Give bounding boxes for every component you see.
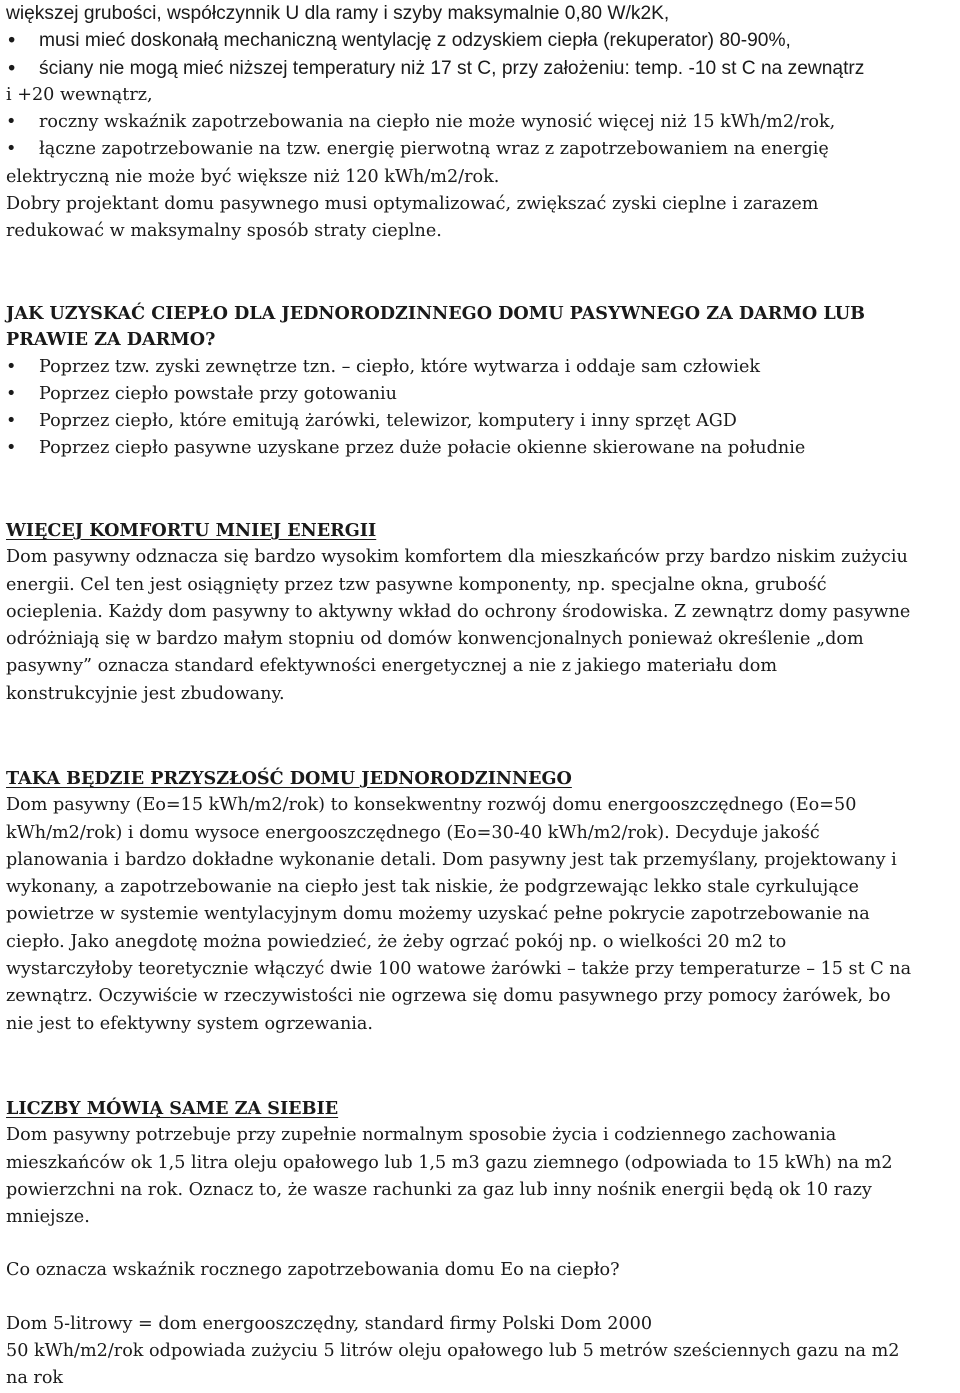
- paragraph-line: redukować w maksymalny sposób straty cieplne.: [6, 221, 442, 242]
- list-item: • roczny wskaźnik zapotrzebowania na ciepło nie może wynosić więcej niż 15 kWh/m2/rok,: [6, 109, 864, 136]
- paragraph-line: Dom pasywny potrzebuje przy zupełnie normalnym sposobie życia i codziennego zachowania: [6, 1125, 837, 1146]
- section-heading: TAKA BĘDZIE PRZYSZŁOŚĆ DOMU JEDNORODZINNEGO: [6, 768, 572, 789]
- list-item-continuation: elektryczną nie może być większe niż 120 kWh/m2/rok.: [6, 166, 500, 187]
- intro-block: [6, 0, 864, 246]
- section-free-heat: [6, 300, 865, 463]
- paragraph-line: powierzchni na rok. Oznacz to, że wasze rachunki za gaz lub inny nośnik energii będą ok 10 razy: [6, 1179, 872, 1200]
- question-line: Co oznacza wskaźnik rocznego zapotrzebowania domu Eo na ciepło?: [6, 1260, 620, 1281]
- paragraph-line: konstrukcyjnie jest zbudowany.: [6, 683, 285, 704]
- section-heading: LICZBY MÓWIĄ SAME ZA SIEBIE: [6, 1098, 339, 1119]
- paragraph-line: kWh/m2/rok) i domu wysoce energooszczędnego (Eo=30-40 kWh/m2/rok). Decyduje jakość: [6, 822, 820, 843]
- paragraph-line: planowania i bardzo dokładne wykonanie detali. Dom pasywny jest tak przemyślany, projektowany i: [6, 849, 897, 870]
- list-item: • Poprzez ciepło, które emitują żarówki, telewizor, komputery i inny sprzęt AGD: [6, 408, 865, 435]
- paragraph-line: Dom 5-litrowy = dom energooszczędny, standard firmy Polski Dom 2000: [6, 1313, 653, 1334]
- paragraph-line: na rok: [6, 1368, 64, 1389]
- paragraph-line: nie jest to efektywny system ogrzewania.: [6, 1013, 373, 1034]
- paragraph-line: energii. Cel ten jest osiągnięty przez tzw pasywne komponenty, np. specjalne okna, grubość: [6, 574, 827, 595]
- section-heading: WIĘCEJ KOMFORTU MNIEJ ENERGII: [6, 520, 377, 541]
- list-item: • łączne zapotrzebowanie na tzw. energię pierwotną wraz z zapotrzebowaniem na energię: [6, 136, 864, 163]
- paragraph-line: ocieplenia. Każdy dom pasywny to aktywny wkład do ochrony środowiska. Z zewnątrz domy pasywne: [6, 601, 911, 622]
- list-item: • Poprzez tzw. zyski zewnętrze tzn. – ciepło, które wytwarza i oddaje sam człowiek: [6, 354, 865, 381]
- section-numbers: [6, 1095, 899, 1393]
- list-item: • Poprzez ciepło pasywne uzyskane przez duże połacie okienne skierowane na południe: [6, 435, 865, 462]
- paragraph-line: powietrze w systemie wentylacyjnym domu możemy uzyskać pełne pokrycie zapotrzebowanie na: [6, 904, 870, 925]
- paragraph-line: wystarczyłoby teoretycznie włączyć dwie 100 watowe żarówki – także przy temperaturze – 15 st C na: [6, 959, 912, 980]
- section-heading: JAK UZYSKAĆ CIEPŁO DLA JEDNORODZINNEGO DOMU PASYWNEGO ZA DARMO LUB: [6, 303, 865, 324]
- section-heading: PRAWIE ZA DARMO?: [6, 329, 216, 351]
- section-comfort: [6, 517, 910, 708]
- paragraph-line: Dom pasywny (Eo=15 kWh/m2/rok) to konsekwentny rozwój domu energooszczędnego (Eo=50: [6, 795, 857, 816]
- paragraph-line: Dobry projektant domu pasywnego musi optymalizować, zwiększać zyski cieplne i zarazem: [6, 194, 819, 215]
- list-item: • Poprzez ciepło powstałe przy gotowaniu: [6, 381, 865, 408]
- paragraph-line: mieszkańców ok 1,5 litra oleju opałowego lub 1,5 m3 gazu ziemnego (odpowiada to 15 kWh) na m2: [6, 1152, 893, 1173]
- list-item-continuation: i +20 wewnątrz,: [6, 84, 153, 105]
- paragraph-line: mniejsze.: [6, 1207, 90, 1228]
- paragraph-line: odróżniają się w bardzo małym stopniu od domów konwencjonalnych ponieważ określenie „dom: [6, 629, 864, 650]
- list-item: • musi mieć doskonałą mechaniczną wentylację z odzyskiem ciepła (rekuperator) 80-90%,: [6, 27, 864, 54]
- paragraph-line: pasywny” oznacza standard efektywności energetycznej a nie z jakiego materiału dom: [6, 656, 778, 677]
- paragraph-line: wykonany, a zapotrzebowanie na ciepło jest tak niskie, że podgrzewając lekko stale cyrkulujące: [6, 877, 859, 898]
- intro-line: większej grubości, współczynnik U dla ramy i szyby maksymalnie 0,80 W/k2K,: [6, 3, 670, 24]
- paragraph-line: ciepło. Jako anegdotę można powiedzieć, że żeby ogrzać pokój np. o wielkości 20 m2 to: [6, 931, 787, 952]
- paragraph-line: Dom pasywny odznacza się bardzo wysokim komfortem dla mieszkańców przy bardzo niskim zużyciu: [6, 547, 908, 568]
- list-item: • ściany nie mogą mieć niższej temperatury niż 17 st C, przy założeniu: temp. -10 st C na zewnątrz: [6, 55, 864, 82]
- paragraph-line: 50 kWh/m2/rok odpowiada zużyciu 5 litrów oleju opałowego lub 5 metrów sześciennych gazu na m2: [6, 1341, 900, 1362]
- section-future: [6, 765, 911, 1038]
- paragraph-line: zewnątrz. Oczywiście w rzeczywistości nie ogrzewa się domu pasywnego przy pomocy żarówek, bo: [6, 986, 891, 1007]
